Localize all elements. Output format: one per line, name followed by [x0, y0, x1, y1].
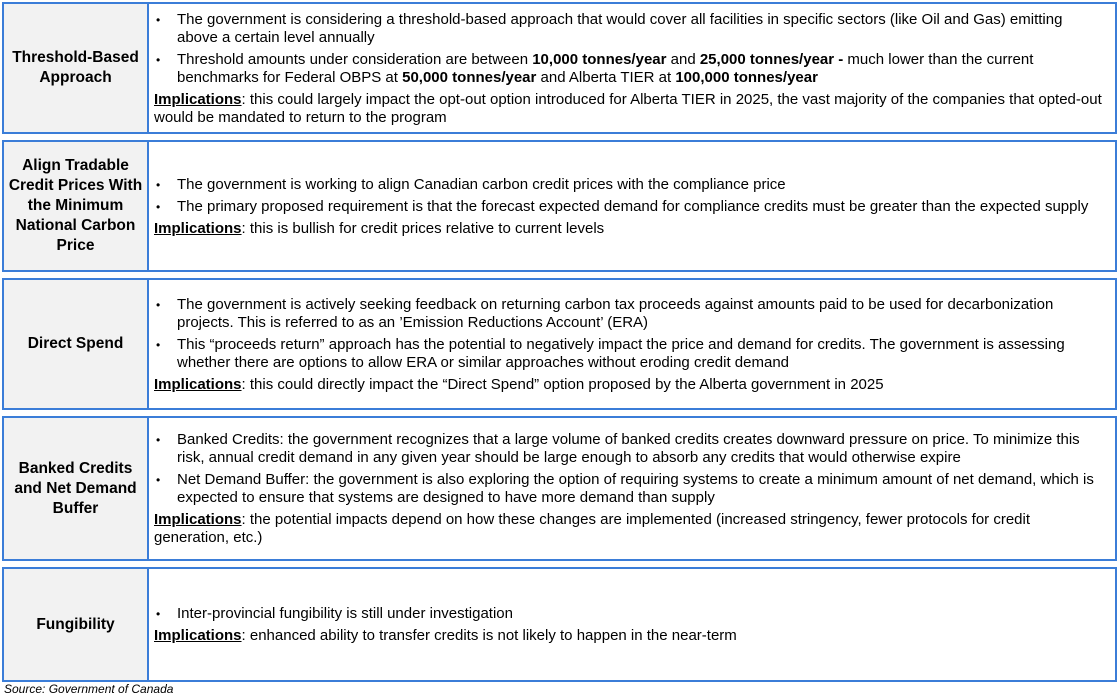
implications-text: : enhanced ability to transfer credits is not likely to happen in the near-term — [241, 627, 737, 644]
bold-text: 25,000 tonnes/year - — [699, 50, 844, 68]
row-fungibility — [2, 567, 1117, 682]
implications-label: Implications — [154, 511, 242, 528]
row-body — [149, 142, 1115, 270]
row-label: Fungibility — [4, 569, 149, 680]
text: This “proceeds return” approach has the potential to negatively impact the price and demand for credits. The government is assessing whether there are options to allow ERA or similar approaches without eroding credit demand — [177, 335, 1065, 371]
text: and Alberta TIER at — [536, 68, 676, 86]
text: and — [666, 50, 700, 68]
row-body — [149, 4, 1115, 132]
implications — [154, 220, 1107, 238]
implications — [154, 511, 1107, 547]
text: The government is considering a threshold-based approach that would cover all facilities in specific sectors (like Oil and Gas) emitting above a certain level annually — [177, 10, 1063, 46]
row-label: Align Tradable Credit Prices With the Minimum National Carbon Price — [4, 142, 149, 270]
row-body — [149, 418, 1115, 559]
bullet-item — [154, 176, 1107, 194]
bullet-list — [154, 431, 1107, 511]
bullet-item — [154, 471, 1107, 507]
implications — [154, 91, 1107, 127]
text: The government is actively seeking feedback on returning carbon tax proceeds against amounts paid to be used for decarbonization projects. This is referred to as an ’Emission Reductions Account’ (ERA) — [177, 295, 1054, 331]
bullet-item — [154, 296, 1107, 332]
row-label: Direct Spend — [4, 280, 149, 408]
implications-label: Implications — [154, 627, 242, 644]
text: Banked Credits: the government recognizes that a large volume of banked credits creates downward pressure on price. To minimize this risk, annual credit demand in any given year should be large enough to absorb any credits that would otherwise expire — [177, 431, 1080, 466]
bullet-list — [154, 176, 1107, 220]
bold-text: 100,000 tonnes/year — [675, 68, 818, 86]
row-body — [149, 569, 1115, 680]
row-label: Threshold-Based Approach — [4, 4, 149, 132]
row-threshold — [2, 2, 1117, 134]
bullet-item — [154, 51, 1107, 87]
text: Threshold amounts under consideration are between — [177, 50, 533, 68]
row-align-prices — [2, 140, 1117, 272]
bullet-item — [154, 336, 1107, 372]
bullet-list — [154, 11, 1107, 91]
implications-label: Implications — [154, 219, 242, 237]
implications-text: : this could directly impact the “Direct Spend” option proposed by the Alberta government in 2025 — [241, 375, 884, 393]
text: The government is working to align Canadian carbon credit prices with the compliance price — [177, 175, 786, 193]
bullet-list — [154, 605, 1107, 627]
implications-text: : the potential impacts depend on how these changes are implemented (increased stringency, fewer protocols for credit generation, etc.) — [154, 511, 1031, 546]
bullet-item — [154, 605, 1107, 623]
bullet-item — [154, 431, 1107, 467]
row-label: Banked Credits and Net Demand Buffer — [4, 418, 149, 559]
text: Inter-provincial fungibility is still under investigation — [177, 605, 513, 622]
implications-label: Implications — [154, 375, 242, 393]
row-direct-spend — [2, 278, 1117, 410]
row-banked-credits — [2, 416, 1117, 561]
bullet-item — [154, 11, 1107, 47]
implications-text: : this is bullish for credit prices relative to current levels — [241, 219, 605, 237]
implications-text: : this could largely impact the opt-out option introduced for Alberta TIER in 2025, the vast majority of the companies that opted-out would be mandated to return to the program — [154, 90, 1102, 126]
row-body — [149, 280, 1115, 408]
source-note: Source: Government of Canada — [4, 682, 174, 696]
implications-label: Implications — [154, 90, 242, 108]
text: Net Demand Buffer: the government is also exploring the option of requiring systems to create a minimum amount of net demand, which is expected to ensure that systems are designed to have more demand than supply — [177, 471, 1094, 506]
text: much lower than the current benchmarks for Federal OBPS at — [177, 50, 1034, 86]
bold-text: 50,000 tonnes/year — [402, 68, 537, 86]
text: The primary proposed requirement is that the forecast expected demand for compliance credits must be greater than the expected supply — [177, 197, 1089, 215]
implications — [154, 627, 1107, 645]
bullet-list — [154, 296, 1107, 376]
bold-text: 10,000 tonnes/year — [532, 50, 667, 68]
bullet-item — [154, 198, 1107, 216]
implications — [154, 376, 1107, 394]
